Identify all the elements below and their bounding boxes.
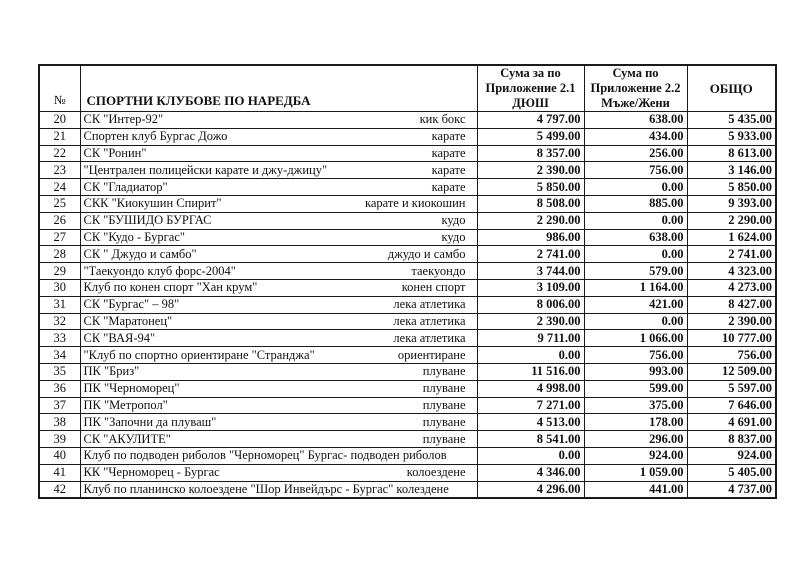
row-number: 30	[39, 279, 80, 296]
table-row	[39, 145, 776, 162]
header-row	[39, 65, 776, 112]
header-total: ОБЩО	[687, 65, 776, 112]
table-row	[39, 414, 776, 431]
sum-21-value: 8 508.00	[477, 195, 584, 212]
total-value: 8 613.00	[687, 145, 776, 162]
sum-22-value: 0.00	[584, 212, 687, 229]
sum-22-value: 434.00	[584, 128, 687, 145]
club-cell	[80, 397, 477, 414]
sum-21-value: 3 744.00	[477, 263, 584, 280]
sum-21-value: 5 850.00	[477, 179, 584, 196]
sport-name: карате и киокошин	[364, 196, 466, 211]
row-number: 42	[39, 481, 80, 498]
sum-21-value: 4 998.00	[477, 380, 584, 397]
sum-21-value: 4 797.00	[477, 112, 584, 129]
club-name: "Таекуондо клуб форс-2004"	[83, 263, 236, 278]
club-cell	[80, 279, 477, 296]
table-row	[39, 162, 776, 179]
club-cell	[80, 431, 477, 448]
sum-22-value: 441.00	[584, 481, 687, 498]
club-cell	[80, 347, 477, 364]
header-sum-21-line2: Приложение 2.1	[485, 81, 576, 95]
total-value: 4 323.00	[687, 263, 776, 280]
sum-21-value: 2 741.00	[477, 246, 584, 263]
total-value: 1 624.00	[687, 229, 776, 246]
club-name: ПК "Бриз"	[83, 364, 140, 379]
club-cell	[80, 464, 477, 481]
sum-22-value: 885.00	[584, 195, 687, 212]
sum-22-value: 375.00	[584, 397, 687, 414]
club-name: КК "Черноморец - Бургас	[83, 465, 220, 480]
row-number: 40	[39, 447, 80, 464]
club-cell	[80, 414, 477, 431]
table-row	[39, 347, 776, 364]
club-name: "Централен полицейски карате и джу-джицу"	[83, 162, 328, 177]
club-name: ПК "Метропол"	[83, 397, 168, 412]
club-cell	[80, 447, 477, 464]
sum-22-value: 993.00	[584, 363, 687, 380]
header-number: №	[39, 65, 80, 112]
header-sum-22	[584, 65, 687, 112]
sport-name: джудо и самбо	[387, 246, 466, 261]
club-name: СК "Кудо - Бургас"	[83, 229, 185, 244]
table-row	[39, 279, 776, 296]
row-number: 20	[39, 112, 80, 129]
row-number: 35	[39, 363, 80, 380]
row-number: 27	[39, 229, 80, 246]
sum-21-value: 4 513.00	[477, 414, 584, 431]
club-cell	[80, 246, 477, 263]
total-value: 8 427.00	[687, 296, 776, 313]
sport-name: карате	[431, 179, 466, 194]
total-value: 12 509.00	[687, 363, 776, 380]
sum-21-value: 8 006.00	[477, 296, 584, 313]
sport-name: плуване	[422, 397, 466, 412]
total-value: 5 435.00	[687, 112, 776, 129]
sport-name: лека атлетика	[393, 330, 466, 345]
total-value: 10 777.00	[687, 330, 776, 347]
row-number: 22	[39, 145, 80, 162]
sport-name: кудо	[441, 213, 466, 228]
clubs-funding-table	[38, 64, 777, 499]
sport-name: плуване	[422, 414, 466, 429]
header-sum-22-line1: Сума по	[612, 66, 659, 80]
club-name: Спортен клуб Бургас Дожо	[83, 129, 228, 144]
table-row	[39, 464, 776, 481]
sport-name: плуване	[422, 431, 466, 446]
table-row	[39, 212, 776, 229]
table-row	[39, 313, 776, 330]
sum-21-value: 0.00	[477, 447, 584, 464]
sum-22-value: 0.00	[584, 313, 687, 330]
club-cell	[80, 162, 477, 179]
club-name: СК "Гладиатор"	[83, 179, 168, 194]
sport-name: плуване	[422, 381, 466, 396]
sum-21-value: 0.00	[477, 347, 584, 364]
total-value: 5 850.00	[687, 179, 776, 196]
club-cell	[80, 296, 477, 313]
table-row	[39, 179, 776, 196]
sum-21-value: 11 516.00	[477, 363, 584, 380]
sum-22-value: 178.00	[584, 414, 687, 431]
sport-name: колоездене	[406, 465, 466, 480]
row-number: 39	[39, 431, 80, 448]
total-value: 5 405.00	[687, 464, 776, 481]
sum-22-value: 256.00	[584, 145, 687, 162]
sum-21-value: 8 357.00	[477, 145, 584, 162]
total-value: 2 390.00	[687, 313, 776, 330]
club-name: Клуб по конен спорт "Хан крум"	[83, 280, 258, 295]
club-cell	[80, 263, 477, 280]
total-value: 4 691.00	[687, 414, 776, 431]
club-name: Клуб по планинско колоездене "Шор Инвейдърс - Бургас" колездене	[83, 481, 449, 496]
total-value: 7 646.00	[687, 397, 776, 414]
club-cell	[80, 380, 477, 397]
sum-22-value: 1 066.00	[584, 330, 687, 347]
row-number: 38	[39, 414, 80, 431]
sum-21-value: 4 346.00	[477, 464, 584, 481]
sum-21-value: 2 390.00	[477, 162, 584, 179]
club-name: СК " Джудо и самбо"	[83, 246, 197, 261]
table-row	[39, 397, 776, 414]
sum-22-value: 756.00	[584, 162, 687, 179]
row-number: 32	[39, 313, 80, 330]
row-number: 24	[39, 179, 80, 196]
row-number: 36	[39, 380, 80, 397]
sum-22-value: 924.00	[584, 447, 687, 464]
sum-22-value: 1 164.00	[584, 279, 687, 296]
row-number: 41	[39, 464, 80, 481]
sum-22-value: 0.00	[584, 179, 687, 196]
club-name: СК "Ронин"	[83, 145, 147, 160]
sport-name: кудо	[441, 229, 466, 244]
sport-name: карате	[431, 145, 466, 160]
total-value: 2 741.00	[687, 246, 776, 263]
club-name: ПК "Започни да плуваш"	[83, 414, 217, 429]
club-name: СК "Интер-92"	[83, 112, 164, 127]
header-clubs: СПОРТНИ КЛУБОВЕ ПО НАРЕДБА	[80, 65, 477, 112]
sum-22-value: 579.00	[584, 263, 687, 280]
total-value: 4 737.00	[687, 481, 776, 498]
sport-name: кик бокс	[419, 112, 466, 127]
sum-21-value: 9 711.00	[477, 330, 584, 347]
sum-22-value: 1 059.00	[584, 464, 687, 481]
sport-name: ориентиране	[397, 347, 466, 362]
table-row	[39, 128, 776, 145]
row-number: 23	[39, 162, 80, 179]
sum-21-value: 2 390.00	[477, 313, 584, 330]
sport-name: плуване	[422, 364, 466, 379]
table-row	[39, 246, 776, 263]
sum-22-value: 421.00	[584, 296, 687, 313]
club-cell	[80, 229, 477, 246]
club-cell	[80, 313, 477, 330]
sum-22-value: 0.00	[584, 246, 687, 263]
row-number: 29	[39, 263, 80, 280]
club-name: Клуб по подводен риболов "Черноморец" Бургас- подводен риболов	[83, 448, 447, 463]
sum-22-value: 638.00	[584, 229, 687, 246]
sport-name: таекуондо	[411, 263, 466, 278]
total-value: 3 146.00	[687, 162, 776, 179]
table-row	[39, 195, 776, 212]
sum-22-value: 599.00	[584, 380, 687, 397]
row-number: 37	[39, 397, 80, 414]
sum-21-value: 5 499.00	[477, 128, 584, 145]
sum-21-value: 986.00	[477, 229, 584, 246]
sum-21-value: 7 271.00	[477, 397, 584, 414]
club-name: СК "ВАЯ-94"	[83, 330, 156, 345]
row-number: 33	[39, 330, 80, 347]
club-cell	[80, 481, 477, 498]
table-row	[39, 330, 776, 347]
sum-22-value: 638.00	[584, 112, 687, 129]
club-cell	[80, 363, 477, 380]
club-cell	[80, 195, 477, 212]
table-row	[39, 447, 776, 464]
table-row	[39, 112, 776, 129]
club-name: "Клуб по спортно ориентиране "Странджа"	[83, 347, 315, 362]
table-body	[39, 112, 776, 499]
club-cell	[80, 212, 477, 229]
club-cell	[80, 330, 477, 347]
sum-21-value: 8 541.00	[477, 431, 584, 448]
table-row	[39, 481, 776, 498]
total-value: 4 273.00	[687, 279, 776, 296]
total-value: 5 933.00	[687, 128, 776, 145]
table-row	[39, 229, 776, 246]
total-value: 9 393.00	[687, 195, 776, 212]
table-row	[39, 263, 776, 280]
club-name: СКК "Киокушин Спирит"	[83, 196, 222, 211]
header-sum-22-line3: Мъже/Жени	[601, 96, 670, 110]
sport-name: лека атлетика	[393, 297, 466, 312]
table-row	[39, 380, 776, 397]
sum-22-value: 296.00	[584, 431, 687, 448]
club-name: ПК "Черноморец"	[83, 381, 180, 396]
total-value: 8 837.00	[687, 431, 776, 448]
table-row	[39, 363, 776, 380]
club-name: СК "Маратонец"	[83, 313, 173, 328]
club-name: СК "БУШИДО БУРГАС	[83, 213, 212, 228]
row-number: 28	[39, 246, 80, 263]
row-number: 34	[39, 347, 80, 364]
total-value: 2 290.00	[687, 212, 776, 229]
row-number: 25	[39, 195, 80, 212]
table-row	[39, 431, 776, 448]
row-number: 26	[39, 212, 80, 229]
total-value: 756.00	[687, 347, 776, 364]
sport-name: конен спорт	[401, 280, 466, 295]
total-value: 5 597.00	[687, 380, 776, 397]
sport-name: карате	[431, 162, 466, 177]
sum-22-value: 756.00	[584, 347, 687, 364]
sum-21-value: 2 290.00	[477, 212, 584, 229]
row-number: 21	[39, 128, 80, 145]
table-row	[39, 296, 776, 313]
club-cell	[80, 112, 477, 129]
sport-name: лека атлетика	[393, 313, 466, 328]
club-cell	[80, 179, 477, 196]
header-sum-21-line1: Сума за по	[500, 66, 561, 80]
header-sum-21-line3: ДЮШ	[512, 96, 549, 110]
club-name: СК "Бургас" – 98"	[83, 297, 180, 312]
club-cell	[80, 128, 477, 145]
row-number: 31	[39, 296, 80, 313]
sum-21-value: 3 109.00	[477, 279, 584, 296]
sum-21-value: 4 296.00	[477, 481, 584, 498]
club-cell	[80, 145, 477, 162]
header-sum-22-line2: Приложение 2.2	[590, 81, 681, 95]
sport-name: карате	[431, 129, 466, 144]
total-value: 924.00	[687, 447, 776, 464]
club-name: СК "АКУЛИТЕ"	[83, 431, 171, 446]
header-sum-21	[477, 65, 584, 112]
